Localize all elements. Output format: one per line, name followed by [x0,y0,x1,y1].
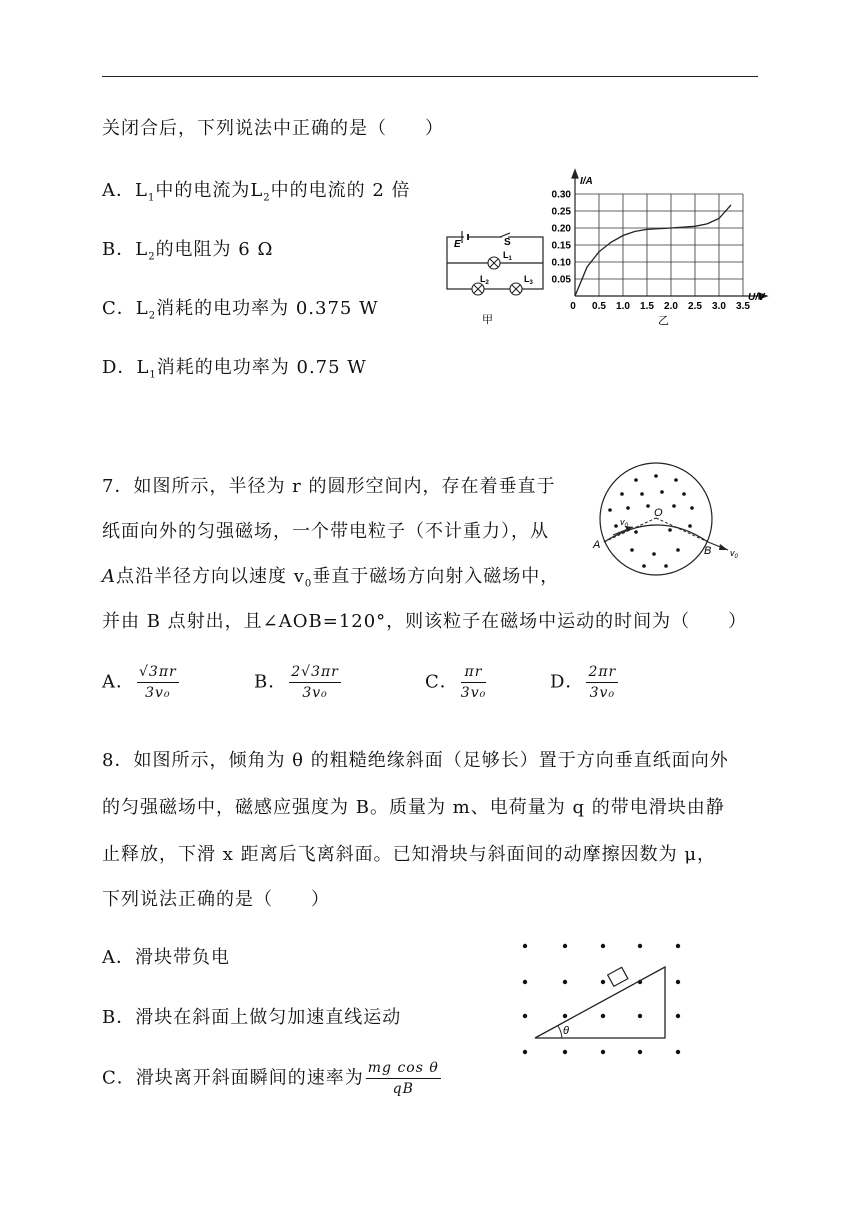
x-tick-label: 2.5 [688,301,702,312]
q7-line4: 并由 B 点射出，且∠AOB=120°，则该粒子在磁场中运动的时间为（ ） [102,611,748,632]
incline-diagram [510,930,700,1070]
field-dot [638,1014,642,1018]
graph-caption: 乙 [658,315,669,327]
y-tick-label: 0.15 [551,240,571,252]
label-l2: $L_2$ [480,274,489,286]
magnetic-field-circle [588,462,748,582]
q6-option-b[interactable]: B．$L_2$的电阻为 6 Ω [102,239,274,263]
field-dot [676,548,680,552]
field-dot [652,552,656,556]
label-s: S [504,237,511,248]
lamp-l1-icon [488,257,500,269]
slider-block [608,967,628,986]
q8-option-c[interactable]: C．滑块离开斜面瞬间的速率为 $\frac{\text{mg cos θ}}{qB}$ [102,1060,439,1097]
field-dot [608,508,612,512]
svg-text:θ: θ [563,1025,569,1037]
q8-line1: 8．如图所示，倾角为 θ 的粗糙绝缘斜面（足够长）置于方向垂直纸面向外 [102,750,729,771]
field-dot [634,530,638,534]
field-dot [614,524,618,528]
q8-line2: 的匀强磁场中，磁感应强度为 B。质量为 m、电荷量为 q 的带电滑块由静 [102,797,725,818]
x-tick-label: 1.5 [640,301,654,312]
header-rule [102,76,758,77]
field-dot [640,492,644,496]
q8-option-a[interactable]: A．滑块带负电 [102,947,230,968]
iu-curve [575,205,731,296]
velocity-arrow-icon [719,544,728,550]
field-dot [676,1050,680,1054]
q7-option-c[interactable]: C． $\frac{\pi r}{\text{3v₀}}$ [425,664,487,701]
q7-option-d[interactable]: D． $\frac{2\pi r}{\text{3v₀}}$ [550,664,617,701]
field-dot [642,564,646,568]
field-dot [563,980,567,984]
q7-line1: 7．如图所示，半径为 r 的圆形空间内，存在着垂直于 [102,476,556,497]
field-dot [676,944,680,948]
q8-option-b[interactable]: B．滑块在斜面上做匀加速直线运动 [102,1007,402,1028]
x-tick-label: 1.0 [616,301,630,312]
q7-line3: A点沿半径方向以速度 $v_0$垂直于磁场方向射入磁场中， [102,566,560,590]
q7-option-b[interactable]: B． $\frac{2√3\pi r}{\text{3v₀}}$ [254,664,339,701]
field-dot [634,478,638,482]
graph-xlabel: U/V [748,292,765,303]
q6-option-a[interactable]: A．$L_1$中的电流为$L_2$中的电流的 2 倍 [102,180,411,204]
x-tick-label: 0 [570,301,576,312]
y-axis-arrow-icon [572,170,578,178]
field-dot [620,492,624,496]
field-dot [563,1050,567,1054]
incline-triangle [535,967,665,1038]
y-tick-label: 0.10 [551,257,571,269]
field-dot [563,944,567,948]
y-tick-label: 0.25 [551,206,571,218]
field-dot [690,506,694,510]
y-tick-label: 0.05 [551,274,571,286]
field-dot [674,478,678,482]
field-dot [664,564,668,568]
circuit-diagram [440,220,550,330]
q6-stem-tail: 关闭合后，下列说法中正确的是（ ） [102,118,444,139]
field-dot [523,980,527,984]
field-dot [523,1014,527,1018]
x-tick-label: 3.5 [736,301,750,312]
q7-option-a[interactable]: A． $\frac{√3\pi r}{\text{3v₀}}$ [102,664,177,701]
q8-line4: 下列说法正确的是（ ） [102,889,330,910]
svg-text:v0: $v_0$ [730,548,738,560]
field-dot [523,944,527,948]
label-l1: $L_1$ [503,250,512,262]
q7-line2: 纸面向外的匀强磁场，一个带电粒子（不计重力），从 [102,521,549,542]
x-tick-label: 0.5 [592,301,606,312]
circuit-caption: 甲 [482,314,493,326]
y-tick-label: 0.30 [551,189,571,201]
field-dot [668,528,672,532]
particle-trajectory [604,525,708,542]
field-dot [601,1050,605,1054]
field-dot [660,490,664,494]
lamp-l3-icon [510,283,522,295]
svg-text:A: A [593,539,601,551]
y-tick-label: 0.20 [551,223,571,235]
field-dot [654,474,658,478]
q6-option-d[interactable]: D．$L_1$消耗的电功率为 0.75 W [102,357,367,381]
iu-graph [545,168,775,328]
field-dot [601,980,605,984]
svg-text:B: B [704,545,712,557]
graph-ylabel: I/A [580,176,593,187]
field-dot [601,1014,605,1018]
field-dot [672,504,676,508]
field-dot [563,1014,567,1018]
q8-line3: 止释放，下滑 x 距离后飞离斜面。已知滑块与斜面间的动摩擦因数为 μ， [102,844,717,865]
field-dot [676,1014,680,1018]
field-dot [646,504,650,508]
field-dot [626,506,630,510]
x-tick-label: 3.0 [712,301,726,312]
field-dot [523,1050,527,1054]
q6-option-c[interactable]: C．$L_2$消耗的电功率为 0.375 W [102,298,379,322]
field-dot [630,548,634,552]
lamp-l2-icon [472,283,484,295]
label-e: E [454,239,461,250]
field-dot [682,492,686,496]
field-dot [601,944,605,948]
svg-text:O: O [654,507,663,519]
label-l3: $L_3$ [524,274,533,286]
x-tick-label: 2.0 [664,301,678,312]
field-dot [688,524,692,528]
field-dot [638,1050,642,1054]
field-dot [676,980,680,984]
svg-text:v0: $v_0$ [620,517,628,529]
field-dot [638,944,642,948]
